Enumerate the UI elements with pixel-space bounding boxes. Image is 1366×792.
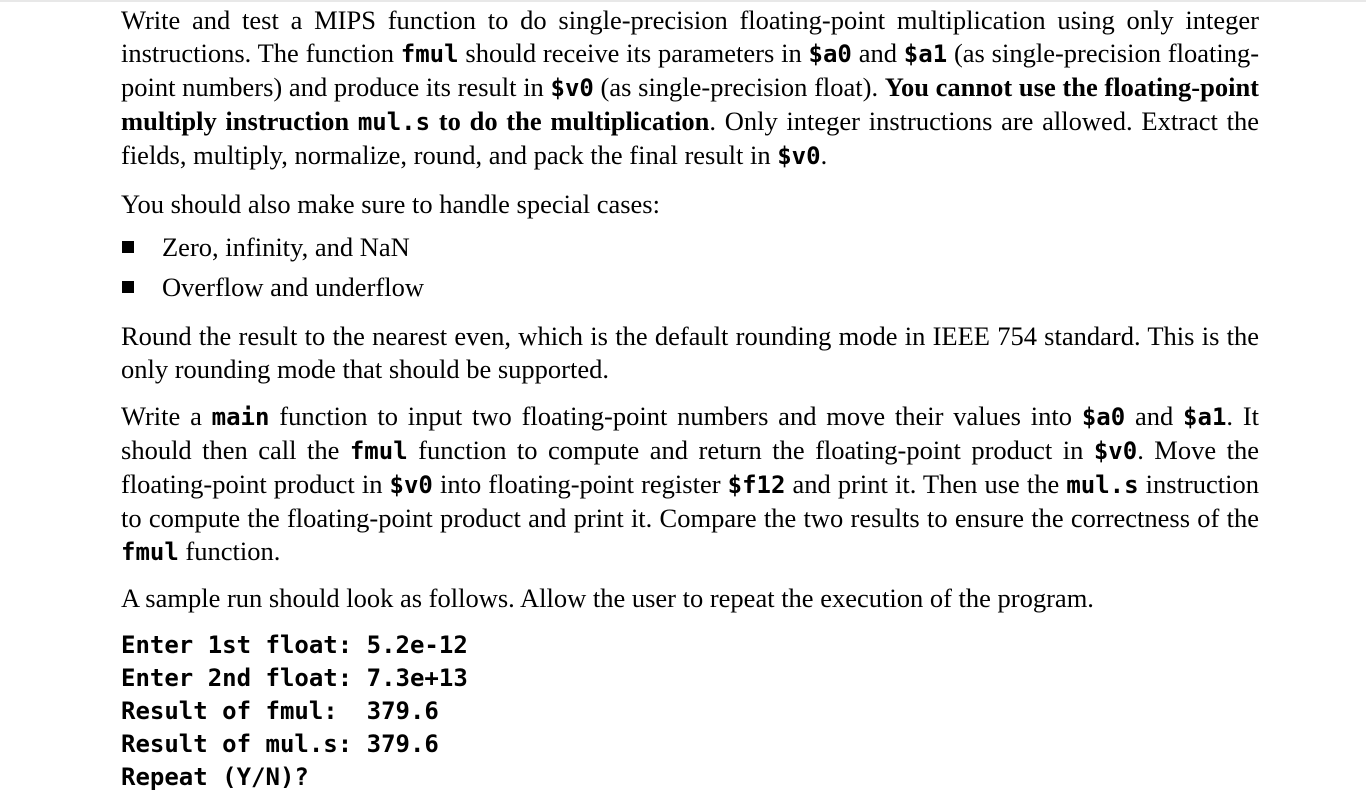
bold-restriction-text: to do the multiplication [430, 106, 710, 136]
bold-restriction-text: You cannot use the floating-point multiply instruction [121, 72, 1260, 136]
square-bullet-icon [122, 281, 134, 293]
code-a1: $a1 [903, 40, 948, 68]
sample-run-line: Enter 2nd float: 7.3e+13 [121, 664, 468, 692]
text-run: instruction to compute the floating-point product and print it. Compare the two results to ensure the correctness of the [121, 469, 1259, 533]
code-v0: $v0 [389, 471, 433, 499]
text-run: function to input two floating-point numbers and move their values into [269, 401, 1082, 431]
code-main: main [211, 403, 270, 431]
text-run: (as single-precision float). [593, 72, 885, 102]
text-run: . [820, 140, 828, 170]
code-a0: $a0 [1081, 403, 1126, 431]
text-run: function. [178, 536, 281, 566]
text-run: should receive its parameters in [458, 38, 809, 68]
code-a1: $a1 [1183, 403, 1227, 431]
text-run: . Move the floating-point product in [121, 435, 1259, 499]
code-f12: $f12 [727, 471, 786, 499]
text-run: . It should then call the [121, 401, 1260, 465]
paragraph-sample-intro: A sample run should look as follows. Allow the user to repeat the execution of the program. [121, 583, 1094, 613]
text-run: Write and test a MIPS function to do single-precision floating-point multiplication using only integer instructions. The function [121, 5, 1259, 68]
paragraph-main-function [121, 400, 1259, 569]
code-v0: $v0 [1093, 437, 1138, 465]
sample-run-block [121, 629, 1259, 792]
text-run: (as single-precision floating-point numbers) and produce its result in [121, 38, 1260, 102]
code-v0: $v0 [777, 142, 821, 170]
list-item-text: Overflow and underflow [162, 272, 424, 302]
paragraph-special-cases: You should also make sure to handle special cases: [121, 189, 660, 219]
sample-run-line: Repeat (Y/N)? [121, 763, 309, 791]
paragraph-rounding: Round the result to the nearest even, which is the default rounding mode in IEEE 754 standard. This is the only rounding mode that should be supported. [121, 321, 1259, 384]
code-a0: $a0 [808, 40, 852, 68]
code-fmul: fmul [349, 437, 408, 465]
sample-run-line: Result of fmul: 379.6 [121, 697, 439, 725]
text-run: and [851, 38, 904, 68]
code-mul-s: mul.s [357, 108, 431, 136]
text-run: . Only integer instructions are allowed. Extract the fields, multiply, normalize, round, and pack the final result in [121, 106, 1259, 170]
text-run: Write a [121, 401, 212, 431]
special-cases-list [121, 227, 1259, 307]
code-fmul: fmul [121, 538, 179, 566]
paragraph-task-description [121, 4, 1259, 173]
list-item-text: Zero, infinity, and NaN [162, 232, 410, 262]
square-bullet-icon [122, 241, 134, 253]
document-page [121, 4, 1259, 792]
top-divider [0, 0, 1366, 2]
code-fmul: fmul [400, 40, 459, 68]
text-run: function to compute and return the floating-point product in [407, 435, 1094, 465]
text-run: and print it. Then use the [785, 469, 1067, 499]
code-mul-s: mul.s [1066, 471, 1139, 499]
code-v0: $v0 [550, 74, 594, 102]
sample-run-line: Result of mul.s: 379.6 [121, 730, 439, 758]
list-item [121, 267, 1259, 307]
text-run: into floating-point register [432, 469, 728, 499]
sample-run-line: Enter 1st float: 5.2e-12 [121, 631, 468, 659]
list-item [121, 227, 1259, 267]
text-run: and [1125, 401, 1184, 431]
